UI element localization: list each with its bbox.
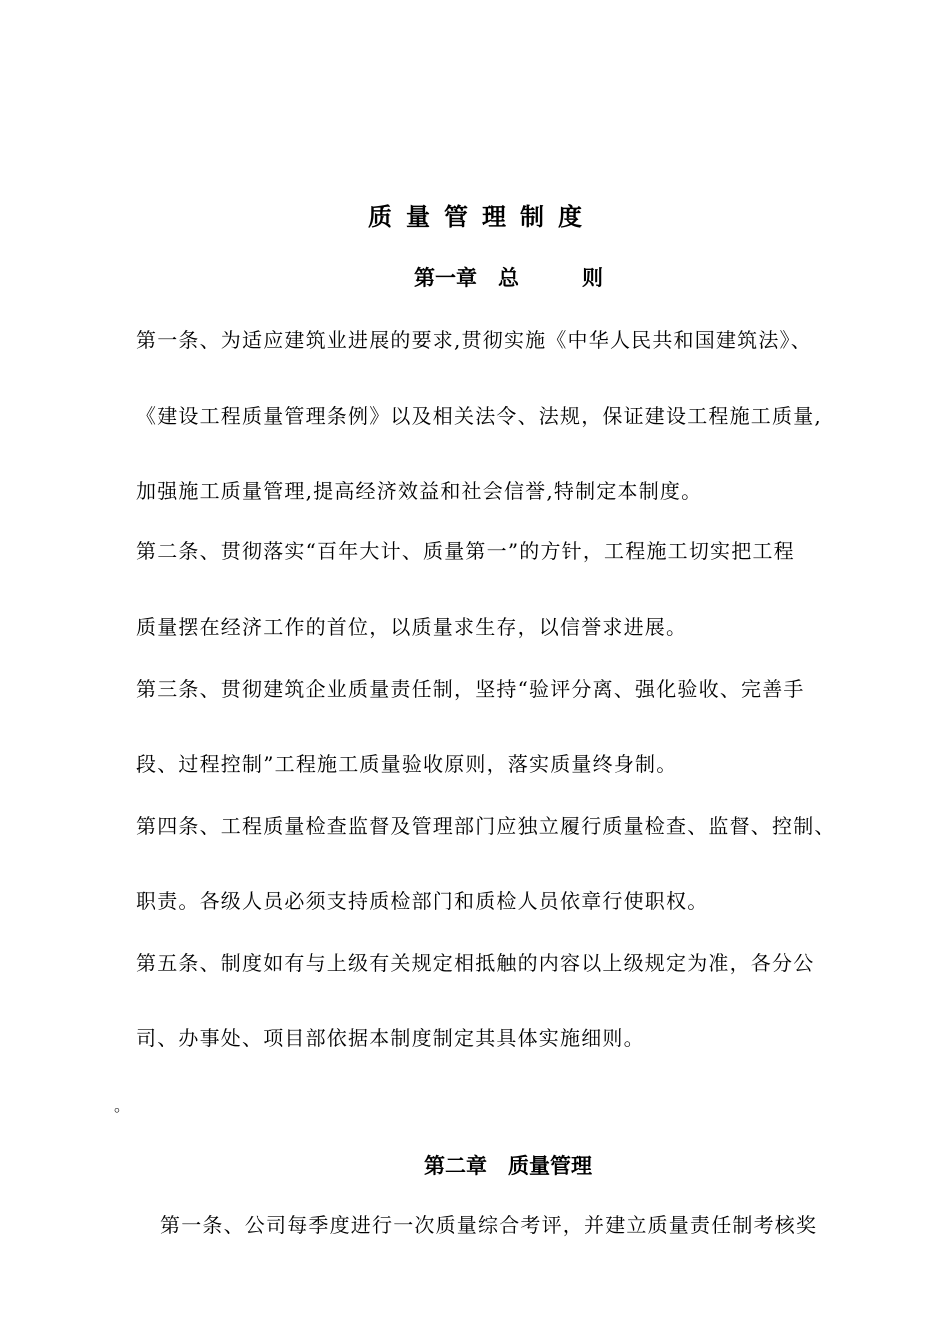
chapter-1-line: 职责。各级人员必须支持质检部门和质检人员依章行使职权。 [136,889,709,913]
chapter-1-line: 第三条、贯彻建筑企业质量责任制，坚持“验评分离、强化验收、完善手 [136,677,805,701]
chapter-2-line: 第一条、公司每季度进行一次质量综合考评，并建立质量责任制考核奖 [160,1213,818,1237]
document-title: 质量管理制度 [368,203,596,231]
chapter-1-line: 第一条、为适应建筑业进展的要求,贯彻实施《中华人民共和国建筑法》、 [136,328,812,352]
chapter-1-line: 质量摆在经济工作的首位，以质量求生存，以信誉求进展。 [136,615,688,639]
chapter-1-line: 《建设工程质量管理条例》以及相关法令、法规，保证建设工程施工质量, [136,404,822,428]
chapter-1-line: 加强施工质量管理,提高经济效益和社会信誉,特制定本制度。 [136,479,703,503]
chapter-1-line: 司、办事处、项目部依据本制度制定其具体实施细则。 [136,1026,645,1050]
stray-punctuation: 。 [114,1096,131,1115]
chapter-2-heading: 第二章 质量管理 [424,1154,592,1178]
chapter-1-heading: 第一章 总 则 [414,266,603,290]
chapter-1-line: 第四条、工程质量检查监督及管理部门应独立履行质量检查、监督、控制、 [136,814,836,838]
chapter-1-line: 第五条、制度如有与上级有关规定相抵触的内容以上级规定为准，各分公 [136,951,815,975]
chapter-1-line: 第二条、贯彻落实“百年大计、质量第一”的方针，工程施工切实把工程 [136,539,795,563]
chapter-1-line: 段、过程控制”工程施工质量验收原则，落实质量终身制。 [136,752,678,776]
